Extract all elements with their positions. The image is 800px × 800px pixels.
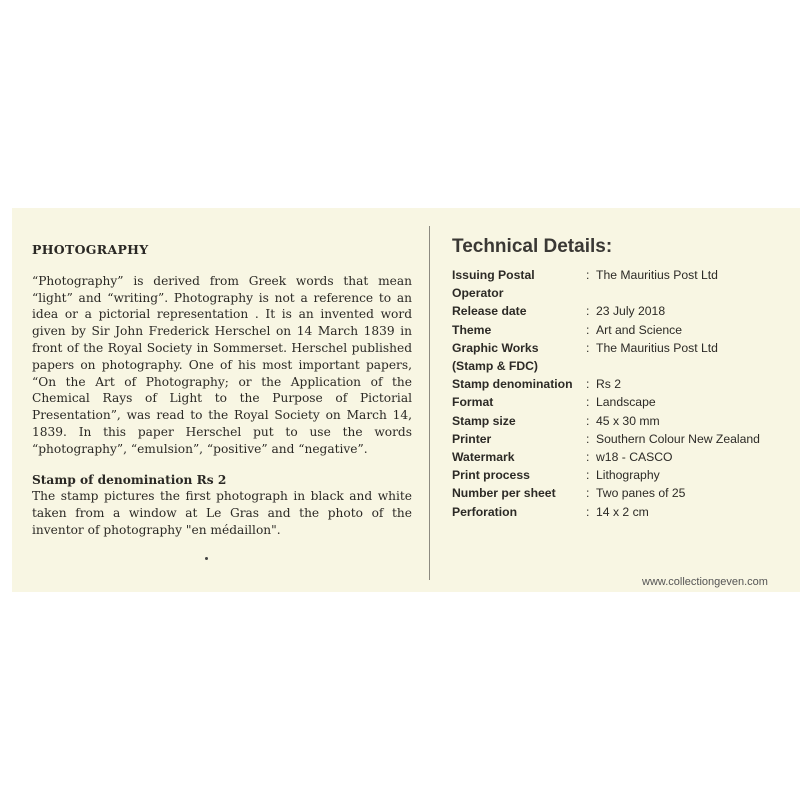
technical-details-title: Technical Details:	[452, 236, 613, 257]
detail-label: Format	[452, 395, 494, 410]
detail-value: 23 July 2018	[596, 304, 666, 319]
technical-details-table	[452, 266, 792, 521]
detail-value: 14 x 2 cm	[596, 504, 649, 519]
detail-label: Watermark	[452, 450, 515, 465]
stamp-info-card	[12, 208, 800, 592]
detail-separator	[586, 357, 596, 375]
detail-separator: :	[586, 268, 590, 282]
detail-label: Issuing Postal Operator	[452, 268, 535, 301]
detail-value: The Mauritius Post Ltd	[596, 340, 718, 355]
detail-value: Art and Science	[596, 322, 683, 337]
detail-label: Stamp size	[452, 413, 516, 428]
column-divider	[429, 226, 430, 580]
detail-row	[452, 484, 792, 502]
detail-separator: :	[586, 304, 590, 319]
detail-row	[452, 412, 792, 430]
detail-row	[452, 357, 792, 375]
detail-separator: :	[586, 504, 590, 519]
detail-value: Two panes of 25	[596, 486, 686, 501]
detail-label: Printer	[452, 431, 492, 446]
detail-separator: :	[586, 486, 590, 501]
detail-row	[452, 448, 792, 466]
website-watermark: www.collectiongeven.com	[642, 576, 768, 588]
detail-label: Graphic Works	[452, 340, 539, 355]
detail-separator: :	[586, 377, 590, 392]
detail-label: Number per sheet	[452, 486, 556, 501]
detail-separator: :	[586, 395, 590, 410]
detail-row	[452, 393, 792, 411]
detail-row	[452, 266, 792, 302]
detail-separator: :	[586, 468, 590, 483]
detail-value: w18 - CASCO	[596, 450, 673, 465]
detail-separator: :	[586, 322, 590, 337]
detail-value: 45 x 30 mm	[596, 413, 660, 428]
print-speck	[205, 557, 208, 560]
detail-value: The Mauritius Post Ltd	[596, 268, 718, 282]
detail-row	[452, 466, 792, 484]
detail-label: Perforation	[452, 504, 518, 519]
stamp-description: The stamp pictures the first photograph in black and white taken from a window at Le Gras and the photo of the inventor of photography "en médaillon".	[32, 489, 412, 537]
technical-details-section	[452, 236, 792, 521]
detail-row	[452, 302, 792, 320]
detail-row	[452, 339, 792, 357]
detail-row	[452, 321, 792, 339]
detail-value: Southern Colour New Zealand	[596, 431, 760, 446]
detail-value: Rs 2	[596, 377, 622, 392]
detail-label: Print process	[452, 468, 530, 483]
detail-value	[596, 357, 792, 375]
description-paragraph: “Photography” is derived from Greek words that mean “light” and “writing”. Photography is not a reference to an idea or a pictorial representation . It is an invented word given by Sir John Frederick Herschel on 14 March 1839 in front of the Royal Society in Sommerset. Herschel published papers on photography. One of his most important papers, “On the Art of Photography; or the Application of the Chemical Rays of Light to the Purpose of Pictorial Presentation”, was read to the Royal Society on March 14, 1839. In this paper Herschel put to use the words “photography”, “emulsion”, “positive” and “negative”.	[32, 273, 412, 456]
photography-section	[32, 242, 412, 539]
detail-value: Landscape	[596, 395, 656, 410]
detail-label: Release date	[452, 304, 527, 319]
detail-label: Theme	[452, 322, 492, 337]
detail-separator: :	[586, 450, 590, 465]
detail-row	[452, 375, 792, 393]
detail-row	[452, 430, 792, 448]
stamp-heading: Stamp of denomination Rs 2	[32, 472, 227, 487]
detail-separator: :	[586, 413, 590, 428]
detail-row	[452, 503, 792, 521]
detail-label: Stamp denomination	[452, 377, 573, 392]
detail-value: Lithography	[596, 468, 660, 483]
section-heading: PHOTOGRAPHY	[32, 242, 149, 257]
detail-label: (Stamp & FDC)	[452, 359, 538, 374]
detail-separator: :	[586, 340, 590, 355]
detail-separator: :	[586, 431, 590, 446]
